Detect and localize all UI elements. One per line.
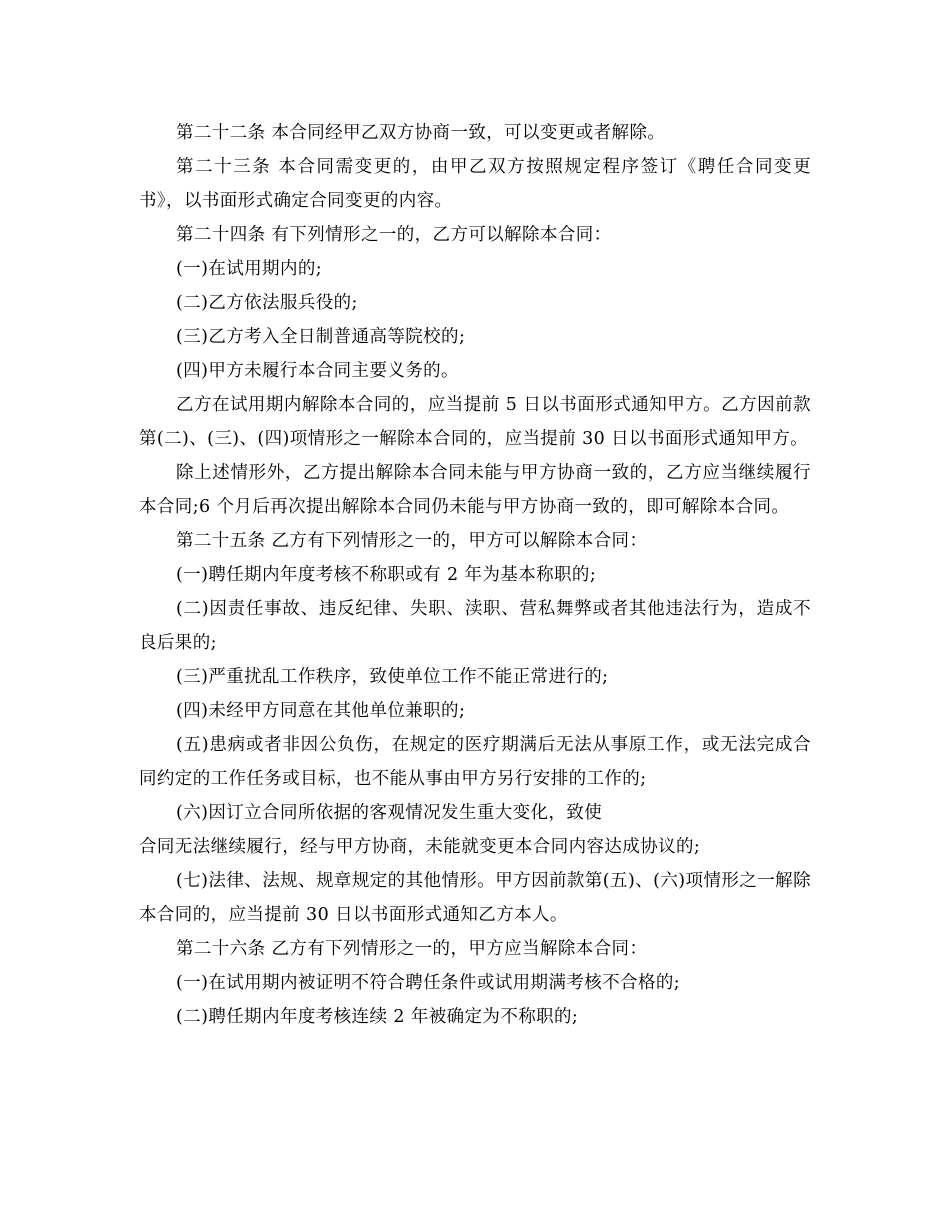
article-23: 第二十三条 本合同需变更的，由甲乙双方按照规定程序签订《聘任合同变更书》，以书面形式确定合同变更的内容。 <box>139 157 811 211</box>
article-24: 第二十四条 有下列情形之一的，乙方可以解除本合同： <box>176 225 612 245</box>
article-24-notice-paragraph: 乙方在试用期内解除本合同的，应当提前 5 日以书面形式通知甲方。乙方因前款第(二)、(三)、(四)项情形之一解除本合同的，应当提前 30 日以书面形式通知甲方。 <box>139 395 811 449</box>
article-24-item-3: (三)乙方考入全日制普通高等院校的; <box>176 327 466 347</box>
article-25: 第二十五条 乙方有下列情形之一的，甲方可以解除本合同： <box>176 531 648 551</box>
article-26-item-1: (一)在试用期内被证明不符合聘任条件或试用期满考核不合格的; <box>176 973 681 993</box>
article-25-item-1: (一)聘任期内年度考核不称职或有 2 年为基本称职的; <box>176 565 597 585</box>
article-25-item-7: (七)法律、法规、规章规定的其他情形。甲方因前款第(五)、(六)项情形之一解除本合同的，应当提前 30 日以书面形式通知乙方本人。 <box>139 871 811 925</box>
article-26-item-2: (二)聘任期内年度考核连续 2 年被确定为不称职的; <box>176 1007 579 1027</box>
article-24-item-4: (四)甲方未履行本合同主要义务的。 <box>176 361 459 381</box>
article-22: 第二十二条 本合同经甲乙双方协商一致，可以变更或者解除。 <box>176 123 666 143</box>
article-26: 第二十六条 乙方有下列情形之一的，甲方应当解除本合同： <box>176 939 648 959</box>
article-25-item-6-continued: 合同无法继续履行，经与甲方协商，未能就变更本合同内容达成协议的; <box>139 837 701 857</box>
document-body <box>139 116 811 1034</box>
article-25-item-2: (二)因责任事故、违反纪律、失职、渎职、营私舞弊或者其他违法行为，造成不良后果的; <box>139 599 811 653</box>
article-25-item-5: (五)患病或者非因公负伤，在规定的医疗期满后无法从事原工作，或无法完成合同约定的工作任务或目标，也不能从事由甲方另行安排的工作的; <box>139 735 811 789</box>
article-25-item-4: (四)未经甲方同意在其他单位兼职的; <box>176 701 466 721</box>
article-24-other-paragraph: 除上述情形外，乙方提出解除本合同未能与甲方协商一致的，乙方应当继续履行本合同;6 个月后再次提出解除本合同仍未能与甲方协商一致的，即可解除本合同。 <box>139 463 811 517</box>
article-24-item-1: (一)在试用期内的; <box>176 259 323 279</box>
article-24-item-2: (二)乙方依法服兵役的; <box>176 293 358 313</box>
article-25-item-6: (六)因订立合同所依据的客观情况发生重大变化，致使 <box>176 803 603 823</box>
article-25-item-3: (三)严重扰乱工作秩序，致使单位工作不能正常进行的; <box>176 667 609 687</box>
